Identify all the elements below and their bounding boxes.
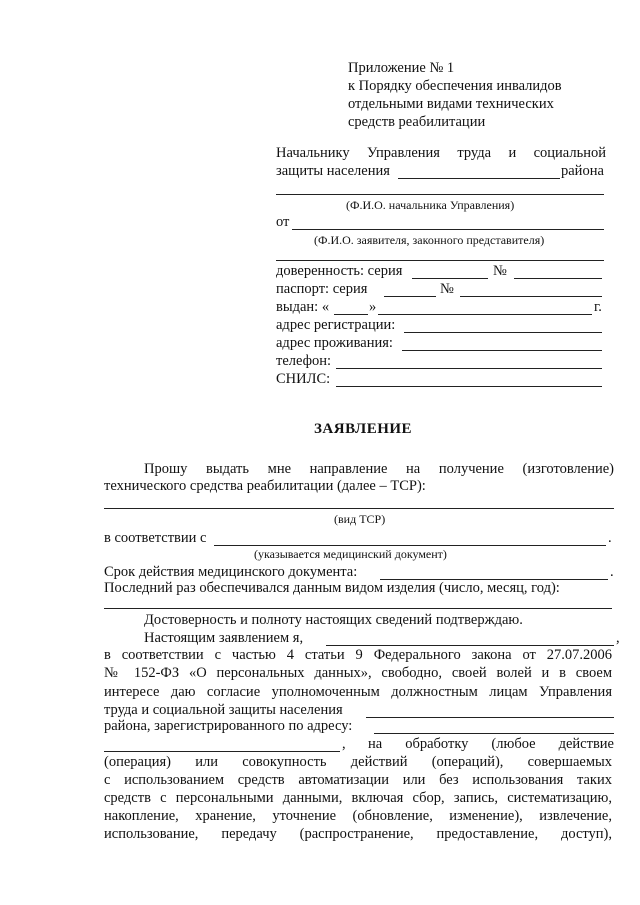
proxy-no-label: № bbox=[493, 263, 507, 279]
addressee-suffix: района bbox=[561, 163, 604, 179]
caption-applicant: (Ф.И.О. заявителя, законного представителя) bbox=[314, 233, 545, 247]
caption-head-name: (Ф.И.О. начальника Управления) bbox=[346, 198, 515, 212]
consent-comma-2: , bbox=[342, 736, 346, 752]
paragraph-line: с использованием средств автоматизации или без использования таких bbox=[104, 772, 612, 788]
paragraph-line: на обработку (любое действие bbox=[368, 736, 614, 752]
consent-name-field[interactable] bbox=[326, 645, 614, 646]
applicant-name-field[interactable] bbox=[292, 229, 604, 230]
consent-comma: , bbox=[616, 630, 620, 646]
paragraph-line: № 152-ФЗ «О персональных данных», свободно, своей волей и в своем bbox=[104, 665, 612, 681]
paragraph-line: средств с персональными данными, включая сбор, запись, систематизацию, bbox=[104, 790, 612, 806]
caption-tsr: (вид ТСР) bbox=[334, 512, 386, 526]
from-label: от bbox=[276, 214, 290, 230]
validity-end: . bbox=[610, 564, 614, 580]
addressee-prefix: защиты населения bbox=[276, 163, 390, 179]
accordance-label: в соответствии с bbox=[104, 530, 207, 546]
snils-label: СНИЛС: bbox=[276, 371, 331, 387]
consent-district-field[interactable] bbox=[366, 717, 614, 718]
paragraph-line: Прошу выдать мне направление на получение (изготовление) bbox=[144, 461, 614, 477]
addressee-line: Начальнику Управления труда и социальной bbox=[276, 145, 606, 161]
proxy-label: доверенность: серия bbox=[276, 263, 403, 279]
paragraph-line: (операция) или совокупность действий (операций), совершаемых bbox=[104, 754, 612, 770]
paragraph-line: использование, передачу (распространение, предоставление, доступ), bbox=[104, 826, 612, 842]
appendix-line: средств реабилитации bbox=[348, 114, 486, 130]
phone-field[interactable] bbox=[336, 368, 602, 369]
issued-day-field[interactable] bbox=[334, 314, 368, 315]
snils-field[interactable] bbox=[336, 386, 602, 387]
passport-number-field[interactable] bbox=[460, 296, 602, 297]
paragraph-line: накопление, хранение, уточнение (обновление, изменение), извлечение, bbox=[104, 808, 612, 824]
tsr-type-field[interactable] bbox=[104, 508, 614, 509]
consent-address-field[interactable] bbox=[374, 733, 614, 734]
last-time-field[interactable] bbox=[104, 608, 612, 609]
paragraph-line: района, зарегистрированного по адресу: bbox=[104, 718, 353, 734]
head-name-field[interactable] bbox=[276, 194, 604, 195]
district-field[interactable] bbox=[398, 178, 560, 179]
appendix-line: отдельными видами технических bbox=[348, 96, 554, 112]
passport-label: паспорт: серия bbox=[276, 281, 368, 297]
appendix-title: Приложение № 1 bbox=[348, 60, 455, 76]
applicant-name-field-2[interactable] bbox=[276, 260, 604, 261]
issued-label: выдан: « bbox=[276, 299, 330, 315]
last-time-label: Последний раз обеспечивался данным видом изделия (число, месяц, год): bbox=[104, 580, 560, 596]
reg-address-label: адрес регистрации: bbox=[276, 317, 396, 333]
page-title: ЗАЯВЛЕНИЕ bbox=[314, 421, 413, 437]
paragraph-line: интересе даю согласие уполномоченным должностным лицам Управления bbox=[104, 684, 612, 700]
issued-mid: » bbox=[369, 299, 377, 315]
validity-label: Срок действия медицинского документа: bbox=[104, 564, 358, 580]
paragraph-line: технического средства реабилитации (далее – ТСР): bbox=[104, 478, 426, 494]
consent-start: Настоящим заявлением я, bbox=[144, 630, 304, 646]
live-address-label: адрес проживания: bbox=[276, 335, 393, 351]
paragraph-line: в соответствии с частью 4 статьи 9 Федерального закона от 27.07.2006 bbox=[104, 647, 612, 663]
proxy-series-field[interactable] bbox=[412, 278, 488, 279]
proxy-number-field[interactable] bbox=[514, 278, 602, 279]
reg-address-field[interactable] bbox=[404, 332, 602, 333]
passport-no-label: № bbox=[440, 281, 454, 297]
paragraph-line: труда и социальной защиты населения bbox=[104, 702, 343, 718]
accordance-end: . bbox=[608, 530, 612, 546]
caption-medical-doc: (указывается медицинский документ) bbox=[254, 547, 447, 561]
consent-address-field-2[interactable] bbox=[104, 751, 340, 752]
confirm-text: Достоверность и полноту настоящих сведений подтверждаю. bbox=[144, 612, 523, 628]
phone-label: телефон: bbox=[276, 353, 332, 369]
live-address-field[interactable] bbox=[402, 350, 602, 351]
issued-by-field[interactable] bbox=[378, 314, 592, 315]
passport-series-field[interactable] bbox=[384, 296, 436, 297]
appendix-line: к Порядку обеспечения инвалидов bbox=[348, 78, 562, 94]
issued-year-label: г. bbox=[594, 299, 602, 315]
